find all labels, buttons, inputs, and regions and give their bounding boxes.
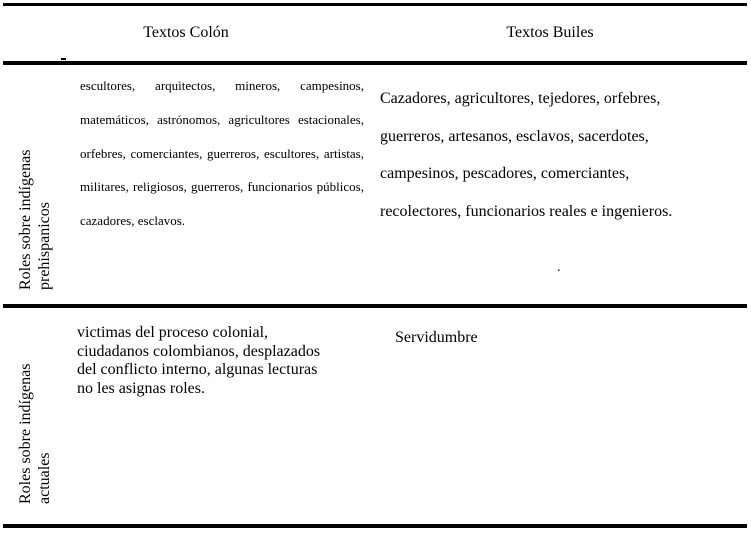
cell-builes-prehispanicos bbox=[380, 80, 720, 231]
row-label-line: prehispanicos bbox=[36, 202, 53, 290]
row-separator-rule bbox=[3, 304, 747, 308]
column-header-textos-colon: Textos Colón bbox=[143, 24, 229, 41]
table-top-rule bbox=[3, 3, 747, 6]
cell-builes-actuales: Servidumbre bbox=[395, 329, 478, 346]
cell-line: del conflicto interno, algunas lecturas bbox=[77, 361, 318, 378]
header-separator-rule bbox=[3, 61, 747, 65]
stray-period-mark: . bbox=[557, 260, 561, 275]
column-divider-mark bbox=[61, 58, 66, 60]
row-label-prehispanicos bbox=[16, 150, 54, 290]
cell-colon-actuales bbox=[77, 324, 347, 398]
cell-line: ciudadanos colombianos, desplazados bbox=[77, 342, 321, 360]
table-bottom-rule bbox=[3, 524, 747, 528]
cell-line: recolectores, funcionarios reales e ingenieros. bbox=[380, 203, 673, 221]
cell-line: campesinos, pescadores, comerciantes, bbox=[380, 165, 630, 183]
cell-line: guerreros, artesanos, esclavos, sacerdotes, bbox=[380, 127, 649, 145]
row-label-line: actuales bbox=[36, 452, 53, 504]
row-label-line: Roles sobre indígenas bbox=[17, 149, 34, 290]
column-header-textos-builes: Textos Builes bbox=[506, 24, 594, 41]
cell-line: Cazadores, agricultores, tejedores, orfebres, bbox=[380, 90, 661, 107]
row-label-actuales bbox=[16, 364, 54, 504]
cell-line: victimas del proceso colonial, bbox=[77, 324, 269, 341]
row-label-line: Roles sobre indígenas bbox=[17, 363, 34, 504]
cell-colon-prehispanicos: escultores, arquitectos, mineros, campesinos, matemáticos, astrónomos, agricultores estacionales, orfebres, comerciantes, guerreros, escultores, artistas, militares, religiosos, guerreros, funcionarios públicos, cazadores, esclavos. bbox=[80, 78, 364, 229]
cell-line: no les asignas roles. bbox=[77, 379, 205, 397]
